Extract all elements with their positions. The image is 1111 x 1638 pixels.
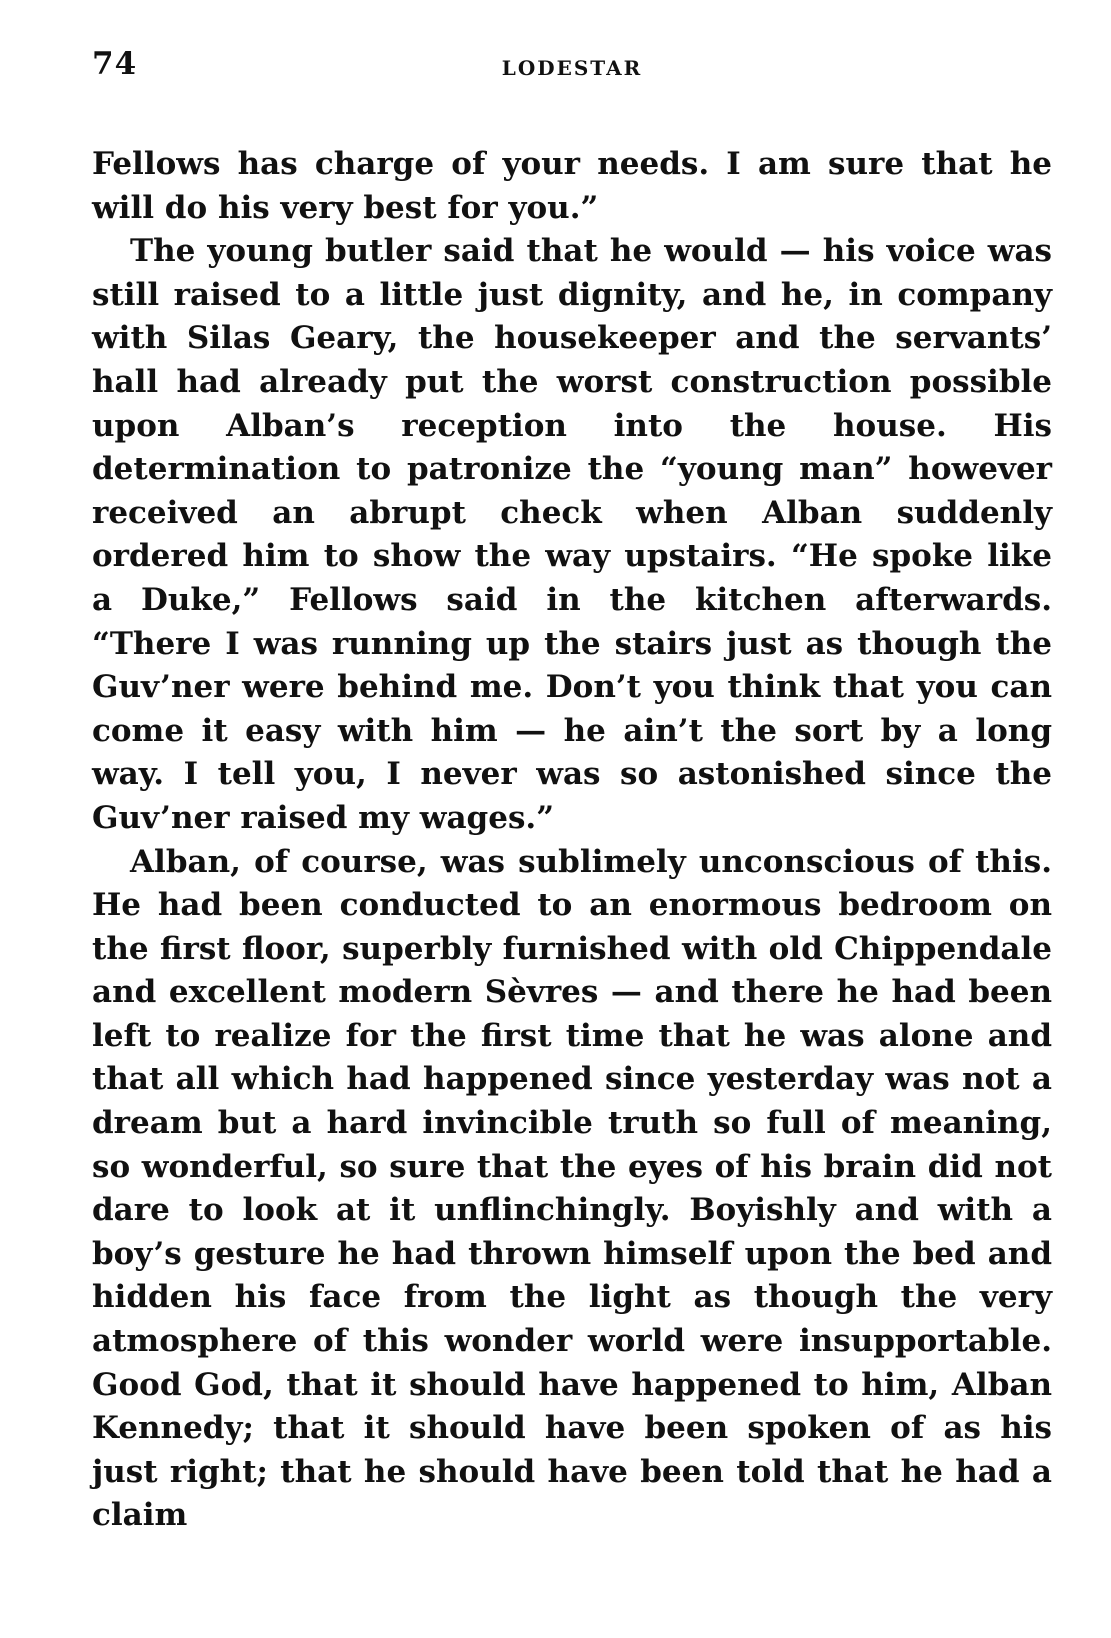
paragraph-1 (92, 143, 1052, 230)
paragraph-3 (92, 841, 1052, 1539)
paragraph-3-text: Alban, of course, was sublimely unconscious of this. He had been conducted to an enormous bedroom on the first floor, superbly furnished with old Chippendale and excellent modern Sèvres — and there he had been left to realize for the first time that he was alone and that all which had happened since yesterday was not a dream but a hard invincible truth so full of meaning, so wonderful, so sure that the eyes of his brain did not dare to look at it unflinchingly. Boyishly and with a boy’s gesture he had thrown himself upon the bed and hidden his face from the light as though the very atmosphere of this wonder world were insupportable. Good God, that it should have happened to him, Alban Kennedy; that it should have been spoken of as his just right; that he should have been told that he had a claim (92, 843, 1052, 1534)
paragraph-1-text: Fellows has charge of your needs. I am sure that he will do his very best for you.” (92, 146, 1052, 226)
page-header (92, 46, 1052, 96)
body-text (92, 143, 1052, 1538)
paragraph-2 (92, 230, 1052, 840)
running-title: LODESTAR (501, 56, 643, 80)
page-number: 74 (92, 46, 138, 82)
paragraph-2-text: The young butler said that he would — his voice was still raised to a little just dignity, and he, in company with Silas Geary, the housekeeper and the servants’ hall had already put the worst construction possible upon Alban’s reception into the house. His determination to patronize the “young man” however received an abrupt check when Alban suddenly ordered him to show the way upstairs. “He spoke like a Duke,” Fellows said in the kitchen afterwards. “There I was running up the stairs just as though the Guv’ner were behind me. Don’t you think that you can come it easy with him — he ain’t the sort by a long way. I tell you, I never was so astonished since the Guv’ner raised my wages.” (92, 233, 1052, 836)
